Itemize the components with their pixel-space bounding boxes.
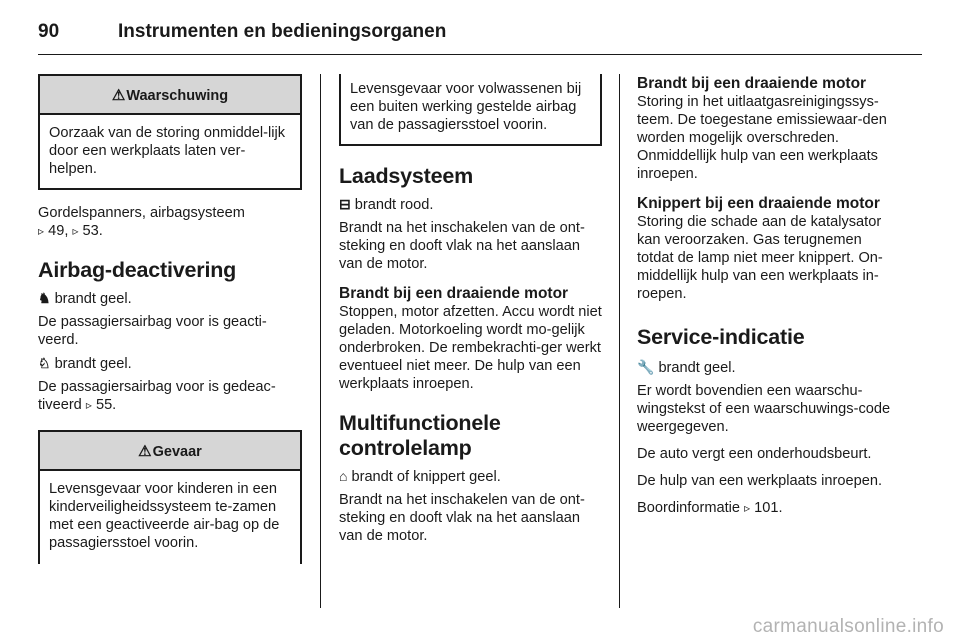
reference-arrow-icon: ▹	[38, 224, 45, 238]
service-text-1: Er wordt bovendien een waarschu-wingstekst of een waarschuwings-code weergegeven.	[637, 383, 891, 435]
reference-arrow-icon: ▹	[72, 224, 79, 238]
service-reference: Boordinformatie ▹ 101.	[637, 500, 783, 516]
page-title: Instrumenten en bedieningsorganen	[118, 21, 447, 42]
airbag-on-line: ♘ brandt geel.	[38, 355, 132, 372]
page-header	[38, 14, 922, 55]
service-text-3: De hulp van een werkplaats inroepen.	[637, 473, 883, 489]
danger-box	[38, 430, 302, 564]
airbag-on-icon: ♘	[38, 355, 51, 371]
warning-box	[38, 74, 302, 190]
reference-arrow-icon: ▹	[85, 398, 92, 412]
reference-arrow-icon: ▹	[744, 501, 751, 515]
mil-line: ⌂ brandt of knippert geel.	[339, 468, 501, 485]
warning-triangle-icon: ⚠	[111, 87, 126, 104]
section-heading-mil: Multifunctionele controlelamp	[339, 411, 501, 460]
charging-line: ⊟ brandt rood.	[339, 196, 434, 213]
page-number: 90	[38, 21, 60, 42]
section-heading-service: Service-indicatie	[637, 325, 805, 349]
engine-icon: ⌂	[339, 468, 348, 484]
warning-box-title: ⚠Waarschuwing	[40, 76, 300, 115]
subheading-running-engine: Brandt bij een draaiende motor	[339, 285, 569, 302]
section-heading-airbag: Airbag-deactivering	[38, 258, 237, 282]
warning-box-text: Oorzaak van de storing onmiddel-lijk door een werkplaats laten ver-helpen.	[49, 125, 286, 177]
airbag-on-text: De passagiersairbag voor is gedeac-tiveerd ▹ 55.	[38, 379, 276, 413]
battery-icon: ⊟	[339, 196, 351, 212]
warning-triangle-icon: ⚠	[138, 443, 152, 460]
danger-box-continued-text: Levensgevaar voor volwassenen bij een buiten werking gestelde airbag van de passagiersstoel voorin.	[350, 81, 582, 133]
sub2-text: Storing die schade aan de katalysator kan veroorzaken. Gas terugnemen totdat de lamp niet meer knippert. On-middellijk hulp van een werkplaats in-roepen.	[637, 214, 883, 302]
danger-box-text: Levensgevaar voor kinderen in een kinderveiligheidssysteem te-zamen met een geactiveerde air-bag op de passagiersstoel voorin.	[49, 481, 280, 551]
column-divider	[320, 74, 321, 608]
subheading-running-engine: Brandt bij een draaiende motor	[637, 75, 867, 92]
column-3	[637, 74, 901, 517]
airbag-off-icon: ♞	[38, 290, 51, 306]
subheading-blinking: Knippert bij een draaiende motor	[637, 195, 880, 212]
sub1-text: Storing in het uitlaatgasreinigingssys-teem. De toegestane emissiewaar-den worden mogelijk overschreden. Onmiddellijk hulp van een werkplaats inroepen.	[637, 94, 887, 182]
watermark: carmanualsonline.info	[752, 616, 944, 637]
column-2	[339, 74, 602, 545]
column-1	[38, 74, 302, 564]
danger-box-continued	[339, 74, 602, 146]
charging-sub-text: Stoppen, motor afzetten. Accu wordt niet geladen. Motorkoeling wordt mo-gelijk onderbroken. De rembekrachti-ger werkt eventueel niet meer. De hulp van een werkplaats inroepen.	[339, 304, 602, 392]
service-text-2: De auto vergt een onderhoudsbeurt.	[637, 446, 872, 462]
section-heading-charging: Laadsysteem	[339, 164, 474, 188]
mil-text: Brandt na het inschakelen van de ont-steking en dooft vlak na het aanslaan van de motor.	[339, 492, 585, 544]
reference-text: Gordelspanners, airbagsysteem ▹ 49, ▹ 53.	[38, 205, 245, 239]
airbag-off-text: De passagiersairbag voor is geacti-veerd.	[38, 314, 267, 348]
charging-text: Brandt na het inschakelen van de ont-steking en dooft vlak na het aanslaan van de motor.	[339, 220, 585, 272]
service-line: 🔧 brandt geel.	[637, 359, 736, 376]
wrench-car-icon: 🔧	[637, 359, 655, 375]
danger-box-title: ⚠Gevaar	[40, 432, 300, 471]
column-divider	[619, 74, 620, 608]
airbag-off-line: ♞ brandt geel.	[38, 290, 132, 307]
